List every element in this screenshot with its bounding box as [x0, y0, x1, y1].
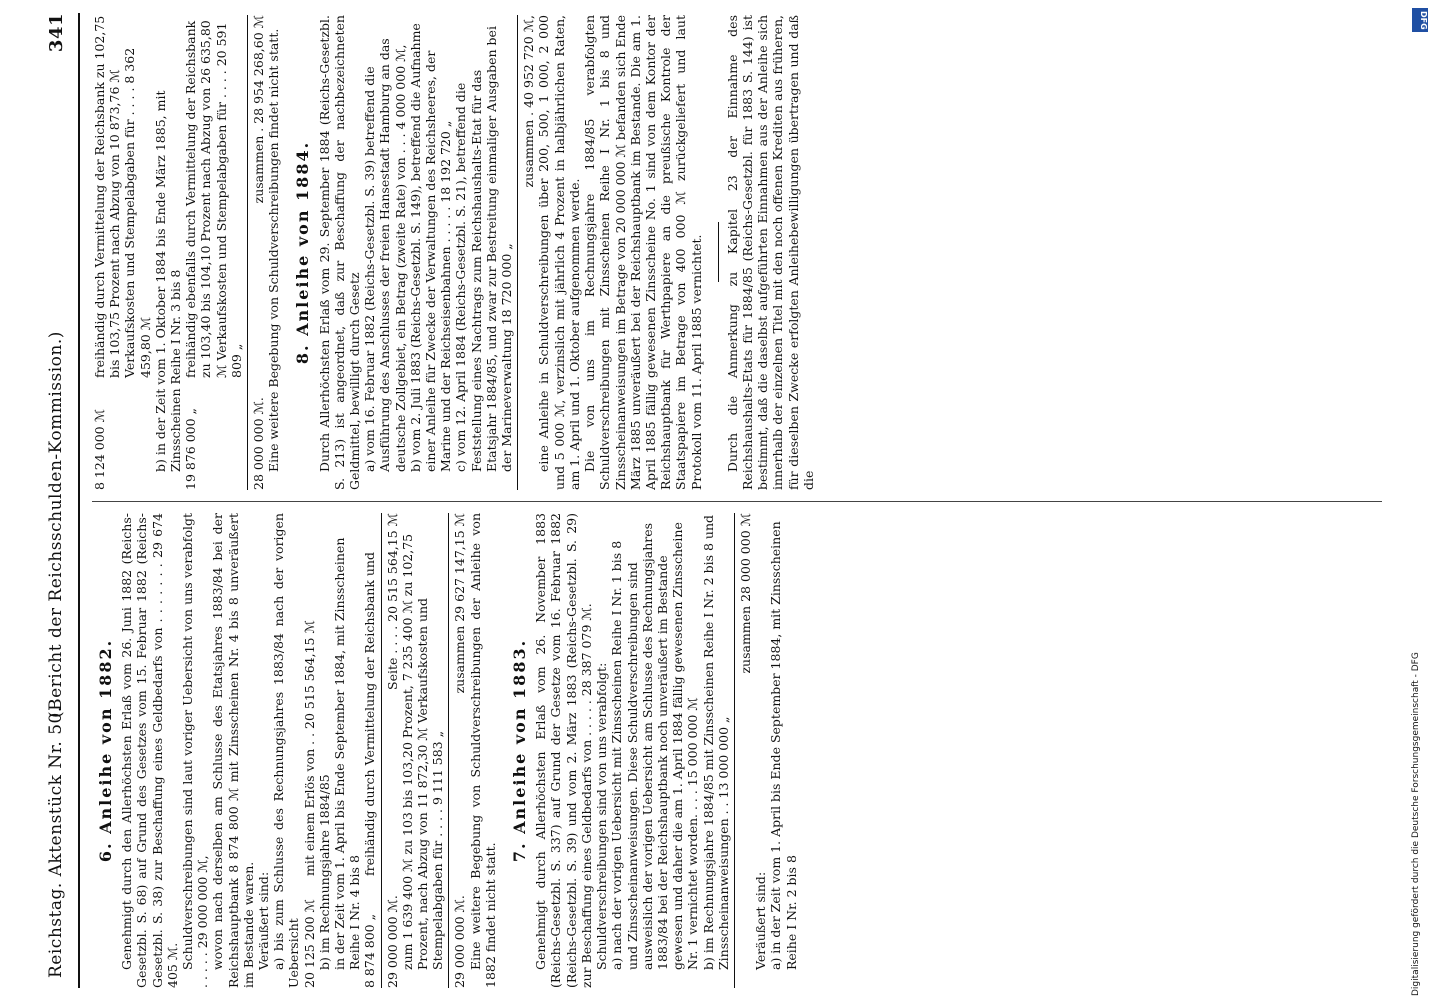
amount-text: freihändig durch Vermittelung der Reichsbank und [362, 552, 378, 876]
amount-text: Seite . . . . 20 515 564,15 ℳ [384, 513, 400, 690]
sum-rule [517, 15, 518, 490]
amount: 29 000 000 ℳ. [384, 895, 400, 988]
amount-text: zusammen . 28 954 268,60 ℳ [251, 15, 267, 204]
rotated-page-body [40, 13, 1400, 988]
paragraph: Durch die Anmerkung zu Kapitel 23 der Einnahme des Reichshaushalts-Etats für 1884/85 (Reichs-Gesetzbl. für 1883 S. 144) ist bestimmt, daß die daselbst aufgeführten Einnahmen aus der Anleihe sich innerhalb der einzelnen Titel mit den noch offenen Krediten aus früheren, für dieselben Zwecke erfolgten Anleihebewilligungen übertragen und daß die [724, 15, 816, 490]
dfg-logo: DFG [1412, 8, 1428, 32]
column-right [92, 15, 1392, 490]
paragraph: Genehmigt durch Allerhöchsten Erlaß vom 26. November 1883 (Reichs-Gesetzbl. S. 337) auf Grund der Gesetze vom 16. Februar 1882 (Reichs-Gesetzbl. S. 39) und vom 2. März 1883 (Reichs-Gesetzbl. S. 29) zur Beschaffung eines Geldbedarfs von . . . . . 28 387 079 ℳ. [533, 513, 594, 988]
header-center: (Bericht der Reichsschulden-Kommission.) [46, 331, 66, 718]
heading-anleihe-1882: 6. Anleihe von 1882. [96, 638, 115, 863]
paragraph: a) in der Zeit vom 1. April bis Ende September 1884, mit Zinsscheinen Reihe I Nr. 2 bis 8 [768, 521, 799, 970]
amount: 20 125 200 ℳ [301, 899, 317, 988]
sum-line: zusammen . 40 952 720 ℳ, [521, 15, 537, 188]
amount: 29 000 000 ℳ. [452, 895, 468, 988]
paragraph: Die von uns im Rechnungsjahre 1884/85 verabfolgten Schuldverschreibungen mit Zinsscheinen Reihe I Nr. 1 bis 8 und Zinsscheinanweisungen im Betrage von 20 000 000 ℳ befanden sich Ende März 1885 unveräußert bei der Reichshauptbank im Bestande. Die am 1. April 1885 fällig gewesenen Zinsscheine No. 1 sind von dem Kontor der Reichshauptbank für Werthpapiere an die preußische Kontrole der Staatspapiere im Betrage von 400 000 ℳ zurückgeliefert und laut Protokoll vom 11. April 1885 vernichtet. [582, 15, 704, 490]
paragraph: b) vom 2. Juli 1883 (Reichs-Gesetzbl. S. 149), betreffend die Aufnahme einer Anleihe für Zwecke der Verwaltungen des Reichsheeres, der Marine und der Reichseisenbahnen . . . . . 18 192 720 „ [407, 23, 454, 472]
amount-text: freihändig ebenfalls durch Vermittelung der Reichsbank zu 103,40 bis 104,10 Prozent nach Abzug von 26 635,80 ℳ Verkaufskosten und Stempelabgaben für . . . . 20 591 809 „ [183, 20, 244, 378]
paragraph: c) vom 12. April 1884 (Reichs-Gesetzbl. S. 21), betreffend die Feststellung eines Nachtrags zum Reichshaushalts-Etat für das Etatsjahr 1884/85, und zwar zur Bestreitung einmaliger Ausgaben bei der Marineverwaltung 18 720 000 „ [453, 26, 515, 472]
amount: 28 000 000 ℳ. [251, 397, 267, 490]
paragraph: Veräußert sind: [256, 871, 272, 970]
amount-text: zusammen 29 627 147,15 ℳ [452, 513, 468, 694]
digitization-sidebar [1409, 6, 1431, 996]
amount-text: freihändig durch Vermittelung der Reichsbank zu 102,75 bis 103,75 Prozent nach Abzug von 10 873,76 ℳ Verkaufskosten und Stempelabgaben für . . . . 8 362 459,80 ℳ [92, 15, 153, 378]
paragraph: Durch Allerhöchsten Erlaß vom 29. September 1884 (Reichs-Gesetzbl. S. 213) ist angeordnet, daß zur Beschaffung der nachbezeichneten Geldmittel, bewilligt durch Gesetz [316, 15, 363, 490]
heading-anleihe-1883: 7. Anleihe von 1883. [510, 638, 530, 863]
paragraph: Eine weitere Begebung von Schuldverschreibungen findet nicht statt. [266, 28, 282, 472]
paragraph: wovon nach derselben am Schlusse des Etatsjahres 1883/84 bei der Reichshauptbank 8 874 800 ℳ mit Zinsscheinen Nr. 4 bis 8 unveräußert im Bestande waren. [210, 513, 256, 988]
amount-row [92, 15, 153, 490]
paragraph: a) vom 16. Februar 1882 (Reichs-Gesetzbl. S. 39) betreffend die Ausführung des Anschlusses der freien Hansestadt Hamburg an das deutsche Zollgebiet, ein Betrag (zweite Rate) von . . . 4 000 000 ℳ, [362, 38, 408, 472]
header-rule [78, 13, 80, 988]
amount-row [452, 513, 467, 988]
paragraph: Eine weitere Begebung von Schuldverschreibungen der Anleihe von 1882 findet nicht statt. [467, 513, 498, 988]
column-divider [92, 501, 1382, 502]
paragraph: Veräußert sind: [753, 871, 769, 970]
amount: 8 124 000 ℳ [92, 409, 107, 490]
amount-row [251, 15, 266, 490]
amount-row [362, 513, 377, 988]
amount-row [385, 513, 400, 988]
paragraph: b) im Rechnungsjahre 1884/85 mit Zinsscheinen Reihe I Nr. 2 bis 8 und Zinsscheinanweisungen . . 13 000 000 „ [700, 514, 731, 970]
paragraph: eine Anleihe in Schuldverschreibungen über 200, 500, 1 000, 2 000 und 5 000 ℳ, verzinslich mit jährlich 4 Prozent in halbjährlichen Raten, am 1. April und 1. Oktober aufgenommen werde. [536, 15, 582, 490]
paragraph: b) in der Zeit vom 1. Oktober 1884 bis Ende März 1885, mit Zinsscheinen Reihe I Nr. 3 bis 8 [152, 90, 184, 472]
sum-line: zusammen 28 000 000 ℳ [737, 513, 753, 674]
amount: 8 874 800 „ [362, 913, 378, 988]
page-header [40, 13, 80, 988]
heading-anleihe-1884: 8. Anleihe von 1884. [293, 140, 313, 365]
sum-rule [448, 513, 449, 988]
paragraph: a) bis zum Schlusse des Rechnungsjahres 1883/84 nach der vorigen Uebersicht [271, 513, 302, 988]
amount-text: mit einem Erlös von . . 20 515 564,15 ℳ [301, 620, 317, 876]
dfg-credit: Digitalisierung gefördert durch die Deutsche Forschungsgemeinschaft - DFG [1411, 652, 1421, 996]
amount-row [302, 513, 317, 988]
sum-rule [381, 513, 382, 988]
paragraph: Schuldverschreibungen sind laut voriger Uebersicht von uns verabfolgt . . . . . 29 000 000 ℳ, [180, 513, 211, 988]
header-left: Reichstag. Aktenstück Nr. 50. [46, 706, 66, 978]
paragraph: in der Zeit vom 1. April bis Ende September 1884, mit Zinsscheinen Reihe I Nr. 4 bis 8 [332, 537, 363, 970]
paragraph: zum 1 639 400 ℳ zu 103 bis 103,20 Prozent, 7 235 400 ℳ zu 102,75 Prozent, nach Abzug von 11 872,30 ℳ Verkaufskosten und Stempelabgaben für . . . . 9 111 583 „ [399, 533, 446, 970]
page-number: 341 [46, 13, 67, 53]
short-rule [718, 223, 719, 283]
amount-row [183, 15, 244, 490]
amount: 19 876 000 „ [183, 407, 199, 490]
paragraph: b) im Rechnungsjahre 1884/85 [316, 774, 332, 970]
paragraph: a) nach der vorigen Uebersicht mit Zinsscheinen Reihe I Nr. 1 bis 8 und Zinsscheinanweisungen. Diese Schuldverschreibungen sind ausweislich der vorigen Uebersicht am Schlusse des Rechnungsjahres 1883/84 bei der Reichshauptbank noch unveräußert im Bestande gewesen und daher die am 1. April 1884 fällig gewesenen Zinsscheine Nr. 1 vernichtet worden. . . . 15 000 000 ℳ [609, 522, 701, 970]
paragraph: Genehmigt durch den Allerhöchsten Erlaß vom 26. Juni 1882 (Reichs-Gesetzbl. S. 68) auf Grund des Gesetzes vom 15. Februar 1882 (Reichs-Gesetzbl. S. 38) zur Beschaffung eines Geldbedarfs von . . . . . . . 29 674 405 ℳ. [119, 513, 180, 988]
sum-rule [247, 15, 248, 490]
paragraph: Schuldverschreibungen sind von uns verabfolgt: [594, 662, 610, 970]
column-left [92, 513, 1392, 988]
sum-rule [734, 513, 735, 988]
